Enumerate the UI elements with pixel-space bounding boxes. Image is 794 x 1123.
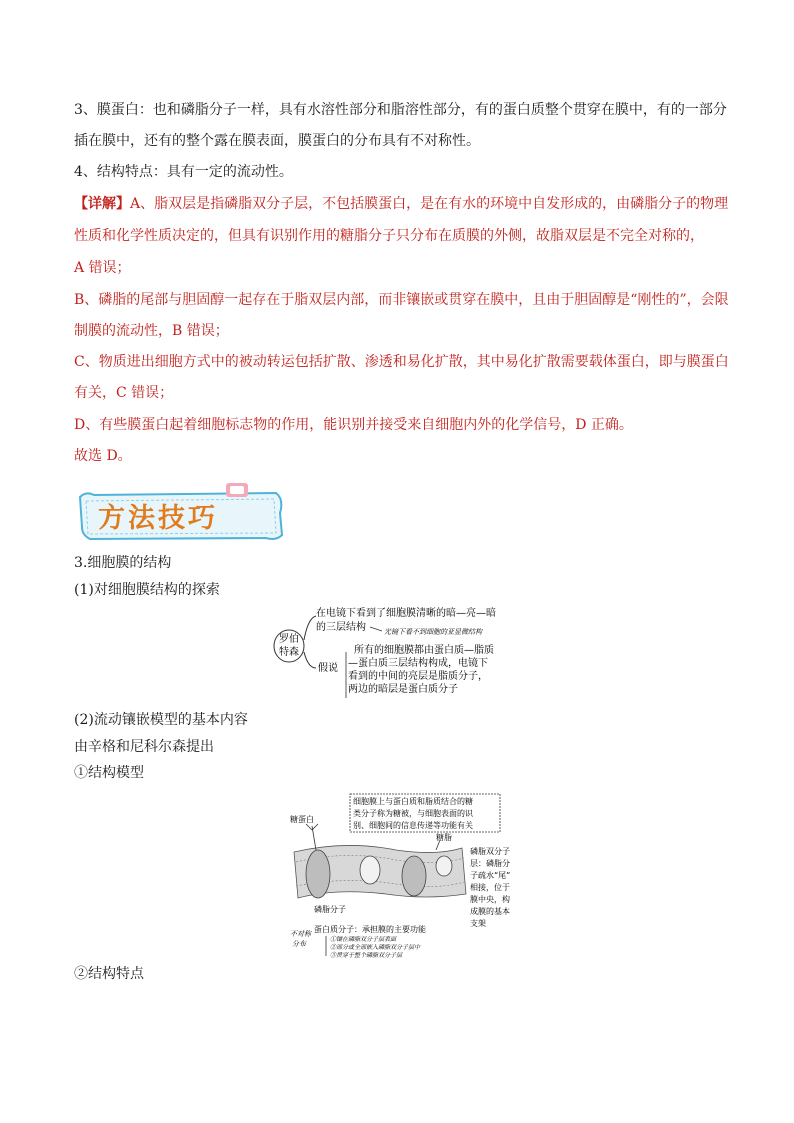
bilayer-1: 磷脂双分子 — [470, 847, 510, 856]
robertson-diagram — [272, 604, 532, 698]
top-line-2: 的三层结构 — [316, 622, 366, 633]
hypo-line-1: 所有的细胞膜都由蛋白质—脂质 — [354, 645, 494, 656]
item-1: ①镶在磷脂双分子层表面 — [330, 936, 397, 943]
phospholipid-label: 磷脂分子 — [314, 905, 346, 914]
paragraph-option-b-line1: B、磷脂的尾部与胆固醇一起存在于脂双层内部，而非镶嵌或贯穿在膜中，且由于胆固醇是“刚性的”，会限 — [74, 292, 729, 308]
section-heading-4: 由辛格和尼科尔森提出 — [74, 739, 214, 755]
paragraph-membrane-protein-line1: 3、膜蛋白：也和磷脂分子一样，具有水溶性部分和脂溶性部分，有的蛋白质整个贯穿在膜中，有的一部分 — [74, 102, 727, 118]
asym-label-1: 不对称 — [290, 930, 311, 938]
paragraph-option-c-line2: 有关，C 错误； — [74, 385, 174, 401]
paragraph-detail-line3: A 错误； — [74, 260, 131, 276]
hypo-label: 假说 — [318, 663, 338, 674]
method-banner — [76, 483, 290, 543]
paragraph-detail-line1 — [74, 194, 729, 214]
item-3: ③贯穿于整个磷脂双分子层 — [330, 952, 403, 959]
paragraph-option-d: D、有些膜蛋白起着细胞标志物的作用，能识别并接受来自细胞内外的化学信号，D 正确。 — [74, 417, 633, 433]
bilayer-2: 层：磷脂分 — [470, 859, 510, 868]
paragraph-detail-line2: 性质和化学性质决定的，但具有识别作用的糖脂分子只分布在质膜的外侧，故脂双层是不完全对称的， — [74, 228, 704, 244]
circle-label-1: 罗伯 — [279, 634, 299, 645]
paragraph-answer: 故选 D。 — [74, 448, 132, 464]
detail-tag: 【详解】 — [74, 196, 130, 212]
section-heading-3: (2)流动镶嵌模型的基本内容 — [74, 712, 248, 728]
box-line-3: 别、细胞间的信息传递等功能有关 — [353, 821, 473, 830]
glycolipid-label: 糖脂 — [436, 833, 452, 842]
detail-text: A、脂双层是指磷脂双分子层，不包括膜蛋白，是在有水的环境中自发形成的，由磷脂分子的物理 — [130, 196, 729, 212]
top-line-1: 在电镜下看到了细胞膜清晰的暗—亮—暗 — [316, 608, 496, 619]
section-heading-2: (1)对细胞膜结构的探索 — [74, 582, 220, 598]
circle-label-2: 特森 — [279, 647, 299, 658]
bilayer-5: 膜中央，构 — [470, 895, 510, 904]
banner-title: 方法技巧 — [98, 503, 218, 534]
paragraph-option-c-line1: C、物质进出细胞方式中的被动转运包括扩散、渗透和易化扩散，其中易化扩散需要载体蛋白，即与膜蛋白 — [74, 354, 729, 370]
item-2: ②部分或全部嵌入磷脂双分子层中 — [330, 944, 421, 951]
box-line-1: 细胞膜上与蛋白质和脂质结合的糖 — [353, 797, 473, 806]
paragraph-structure-feature: 4、结构特点：具有一定的流动性。 — [74, 164, 293, 180]
paragraph-membrane-protein-line2: 插在膜中，还有的整个露在膜表面，膜蛋白的分布具有不对称性。 — [74, 133, 480, 149]
bilayer-4: 相接，位于 — [470, 883, 510, 892]
fluid-mosaic-diagram — [286, 790, 511, 960]
hypo-line-3: 看到的中间的亮层是脂质分子， — [348, 671, 488, 682]
bilayer-6: 成膜的基本 — [470, 907, 510, 916]
note-text: 光镜下看不到细胞的亚显微结构 — [384, 628, 482, 636]
section-heading-6: ②结构特点 — [74, 966, 144, 982]
paragraph-option-b-line2: 制膜的流动性，B 错误； — [74, 323, 229, 339]
asym-label-2: 分布 — [292, 940, 306, 948]
bilayer-3: 子疏水“尾” — [470, 871, 511, 880]
section-heading-1: 3.细胞膜的结构 — [74, 555, 172, 571]
protein-label: 蛋白质分子：承担膜的主要功能 — [314, 925, 426, 934]
section-heading-5: ①结构模型 — [74, 765, 144, 781]
hypo-line-4: 两边的暗层是蛋白质分子 — [348, 684, 458, 695]
box-line-2: 类分子称为糖被，与细胞表面的识 — [353, 809, 473, 818]
glyco-label: 糖蛋白 — [290, 815, 314, 824]
hypo-line-2: —蛋白质三层结构构成，电镜下 — [348, 658, 488, 669]
bilayer-7: 支架 — [470, 919, 486, 928]
